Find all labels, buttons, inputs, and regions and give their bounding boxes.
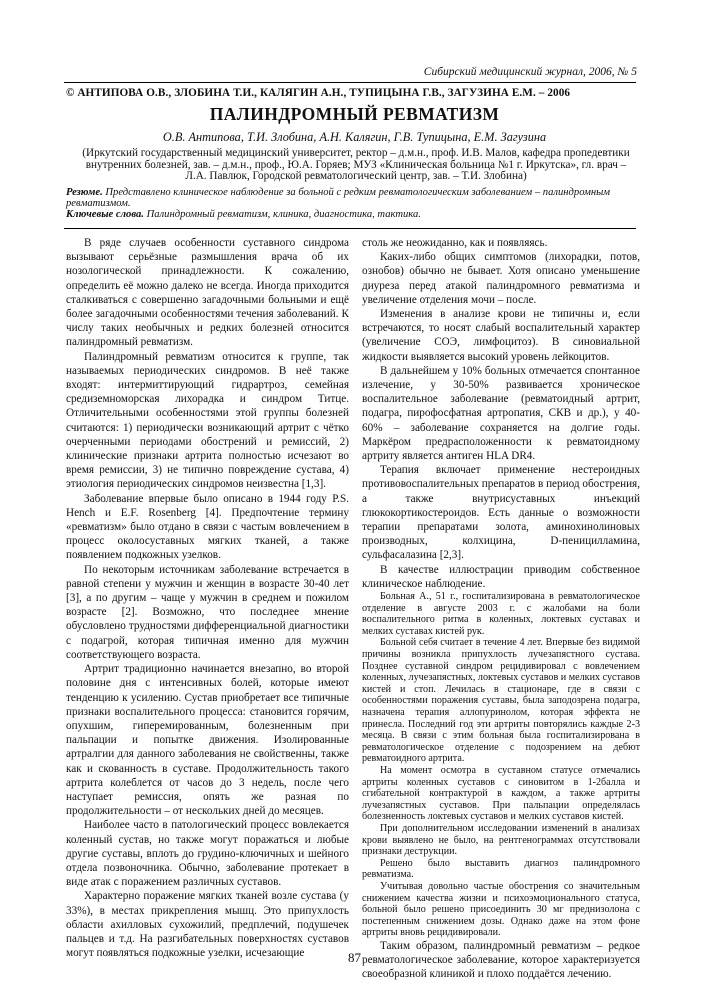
case-paragraph: На момент осмотра в суставном статусе отмечались артриты коленных суставов с синовитом в 1-2балла и сгибательной контрактурой в каждом, а также артриты лучезапястных суставов. При пальпации определялась болезненность локтевых суставов и мелких суставов кистей. bbox=[362, 764, 640, 823]
header-rule bbox=[64, 82, 636, 83]
case-paragraph: Больной себя считает в течение 4 лет. Впервые без видимой причины возникла припухлость лучезапястного сустава. Позднее суставной синдром рецидивировал с вовлечением коленных, лучезапястных, локтевых суставов и мелких суставов кистей и стоп. Лечилась в стационаре, где в связи с особенностями поражения суставы, была заподозрена подагра, назначена терапия аллопуринолом, которая эффекта не принесла. Последний год эти артриты повторялись каждые 2-3 месяца. В связи с этим больная была госпитализирована в ревматологическое отделение с подозрением на дебют ревматоидного артрита. bbox=[362, 637, 640, 765]
paragraph: Изменения в анализе крови не типичны и, если встречаются, то носят слабый воспалительный характер (увеличение СОЭ, лимфоцитоз). В синовиальной жидкости выявляется высокий уровень лейкоцитов. bbox=[362, 308, 640, 363]
case-paragraph: При дополнительном исследовании изменений в анализах крови выявлено не было, на рентгенограммах отсутствовали признаки деструкции. bbox=[362, 822, 640, 858]
case-report bbox=[362, 591, 640, 939]
paragraph: В качестве иллюстрации приводим собственное клиническое наблюдение. bbox=[362, 563, 640, 590]
abstract-text: Представлено клиническое наблюдение за больной с редким ревматологическим заболеванием – палиндромным ревматизмом. bbox=[66, 187, 611, 210]
paragraph: Характерно поражение мягких тканей возле сустава (у 33%), в местах прикрепления мышц. Это припухлость области ахилловых сухожилий, предплечий, подушечек пальцев и т.д. На разгибательных поверхностях суставов могут появляться подкожные узелки, исчезающие bbox=[66, 890, 349, 960]
paragraph: Каких-либо общих симптомов (лихорадки, потов, ознобов) обычно не бывает. Хотя описано уменьшение диуреза перед атакой палиндромного ревматизма и увеличение отделения мочи – после. bbox=[362, 251, 640, 306]
keywords-text: Палиндромный ревматизм, клиника, диагностика, тактика. bbox=[146, 209, 421, 220]
affiliation bbox=[80, 148, 632, 183]
paragraph: В ряде случаев особенности суставного синдрома вызывают серьёзные размышления врача об их нозологической принадлежности. К сожалению, определить её можно далеко не всегда. Иногда приходится сталкиваться с совершенно загадочными больными и ещё более загадочными особенностями течения заболеваний. К числу таких необычных и редких болезней относится палиндромный ревматизм. bbox=[66, 237, 349, 349]
paragraph: Артрит традиционно начинается внезапно, во второй половине дня с интенсивных болей, которые имеют тенденцию к усилению. Сустав приобретает все типичные признаки воспалительного процесса: становится горячим, опухшим, гиперемированным, болезненным при пальпации и попытке движения. Изолированные артралгии для данного заболевания не свойственны, также как и скованность в суставе. Продолжительность такого артрита колеблется от часов до 3 недель, после чего наступает ремиссия, опять же разная по продолжительности – от нескольких дней до месяцев. bbox=[66, 663, 349, 818]
abstract-label: Резюме. bbox=[66, 187, 103, 198]
right-column bbox=[362, 236, 640, 982]
conclusion-paragraph: Таким образом, палиндромный ревматизм – редкое ревматологическое заболевание, которое характеризуется своеобразной клиникой и плохо поддаётся лечению. bbox=[362, 939, 640, 981]
paragraph: Заболевание впервые было описано в 1944 году P.S. Hench и E.F. Rosenberg [4]. Предпочтение термину «ревматизм» было отдано в связи с частым вовлечением в процесс околосуставных мягких тканей, а также появлением подкожных узелков. bbox=[66, 492, 349, 562]
abstract-rule bbox=[64, 228, 636, 229]
paragraph: По некоторым источникам заболевание встречается в равной степени у мужчин и женщин в возрасте 30-40 лет [3], а по другим – чаще у мужчин в среднем и пожилом возрасте [2]. Возможно, что последнее мнение обусловлено трудностями дифференциальной диагностики с подагрой, которая типичная именно для мужчин соответствующего возраста. bbox=[66, 563, 349, 661]
abstract bbox=[66, 187, 638, 210]
paragraph: Терапия включает применение нестероидных противовоспалительных препаратов в период обострения, а также внутрисуставных инъекций глюкокортикостероидов. Есть данные о возможности терапии препаратами золота, аминохинолиновых производных, колхицина, D-пеницилламина, сульфасалазина [2,3]. bbox=[362, 464, 640, 562]
paragraph: В дальнейшем у 10% больных отмечается спонтанное излечение, у 30-50% развивается хроническое воспалительное заболевание (ревматоидный артрит, подагра, пирофосфатная артропатия, СКВ и др.), у 40-60% – заболевание сохраняется на долгие годы. Маркёром предрасположенности к ревматоидному артриту является антиген HLA DR4. bbox=[362, 364, 640, 463]
affiliation-line: внутренних болезней, зав. – д.м.н., проф., Ю.А. Горяев; МУЗ «Клиническая больница №1 г. Иркутска», гл. врач – bbox=[85, 158, 627, 171]
authors-line: О.В. Антипова, Т.И. Злобина, А.Н. Калягин, Г.В. Тупицына, Е.М. Загузина bbox=[162, 130, 547, 144]
paragraph: Палиндромный ревматизм относится к группе, так называемых периодических синдромов. В неё также входят: интермиттирующий гидрартроз, семейная средиземноморская лихорадка и синдром Титце. Отличительными особенностями этой группы болезней считаются: 1) периодически возникающий артрит с чётко очерченными периодами обострений и ремиссий, 2) клинические признаки артрита полностью исчезают во время ремиссии, 3) не типично повреждение сустава, 4) этиология периодических синдромов неизвестна [1,3]. bbox=[66, 350, 349, 491]
paragraph: Наиболее часто в патологический процесс вовлекается коленный сустав, но также могут поражаться и любые другие суставы, вплоть до грудино-ключичных и шейного отдела позвоночника. Обычно, заболевание протекает в виде атак с поражением различных суставов. bbox=[66, 819, 349, 889]
affiliation-line: Л.А. Павлюк, Городской ревматологический центр, зав. – Т.И. Злобина) bbox=[185, 170, 527, 182]
journal-header: Сибирский медицинский журнал, 2006, № 5 bbox=[423, 66, 637, 78]
keywords bbox=[66, 209, 638, 220]
article-title: ПАЛИНДРОМНЫЙ РЕВМАТИЗМ bbox=[209, 104, 500, 124]
copyright-line: © АНТИПОВА О.В., ЗЛОБИНА Т.И., КАЛЯГИН А.Н., ТУПИЦЫНА Г.В., ЗАГУЗИНА Е.М. – 2006 bbox=[66, 87, 571, 99]
left-column bbox=[66, 236, 349, 960]
case-paragraph: Решено было выставить диагноз палиндромного ревматизма. bbox=[362, 857, 640, 881]
case-paragraph: Учитывая довольно частые обострения со значительным снижением качества жизни и психоэмоционального статуса, больной было решено присоединить 30 мг преднизолона с постепенным снижением дозы. Однако даже на этом фоне артриты вновь рецидивировали. bbox=[362, 880, 640, 939]
case-paragraph: Больная А., 51 г., госпитализирована в ревматологическое отделение в августе 2003 г. с жалобами на боли воспалительного ритма в коленных, локтевых суставах и мелких суставах кистей рук. bbox=[362, 591, 640, 637]
paragraph: столь же неожиданно, как и появляясь. bbox=[362, 237, 548, 249]
affiliation-line: (Иркутский государственный медицинский университет, ректор – д.м.н., проф. И.В. Малов, кафедра пропедевтики bbox=[82, 147, 630, 159]
page-number: 87 bbox=[348, 950, 361, 965]
keywords-label: Ключевые слова. bbox=[66, 209, 144, 220]
